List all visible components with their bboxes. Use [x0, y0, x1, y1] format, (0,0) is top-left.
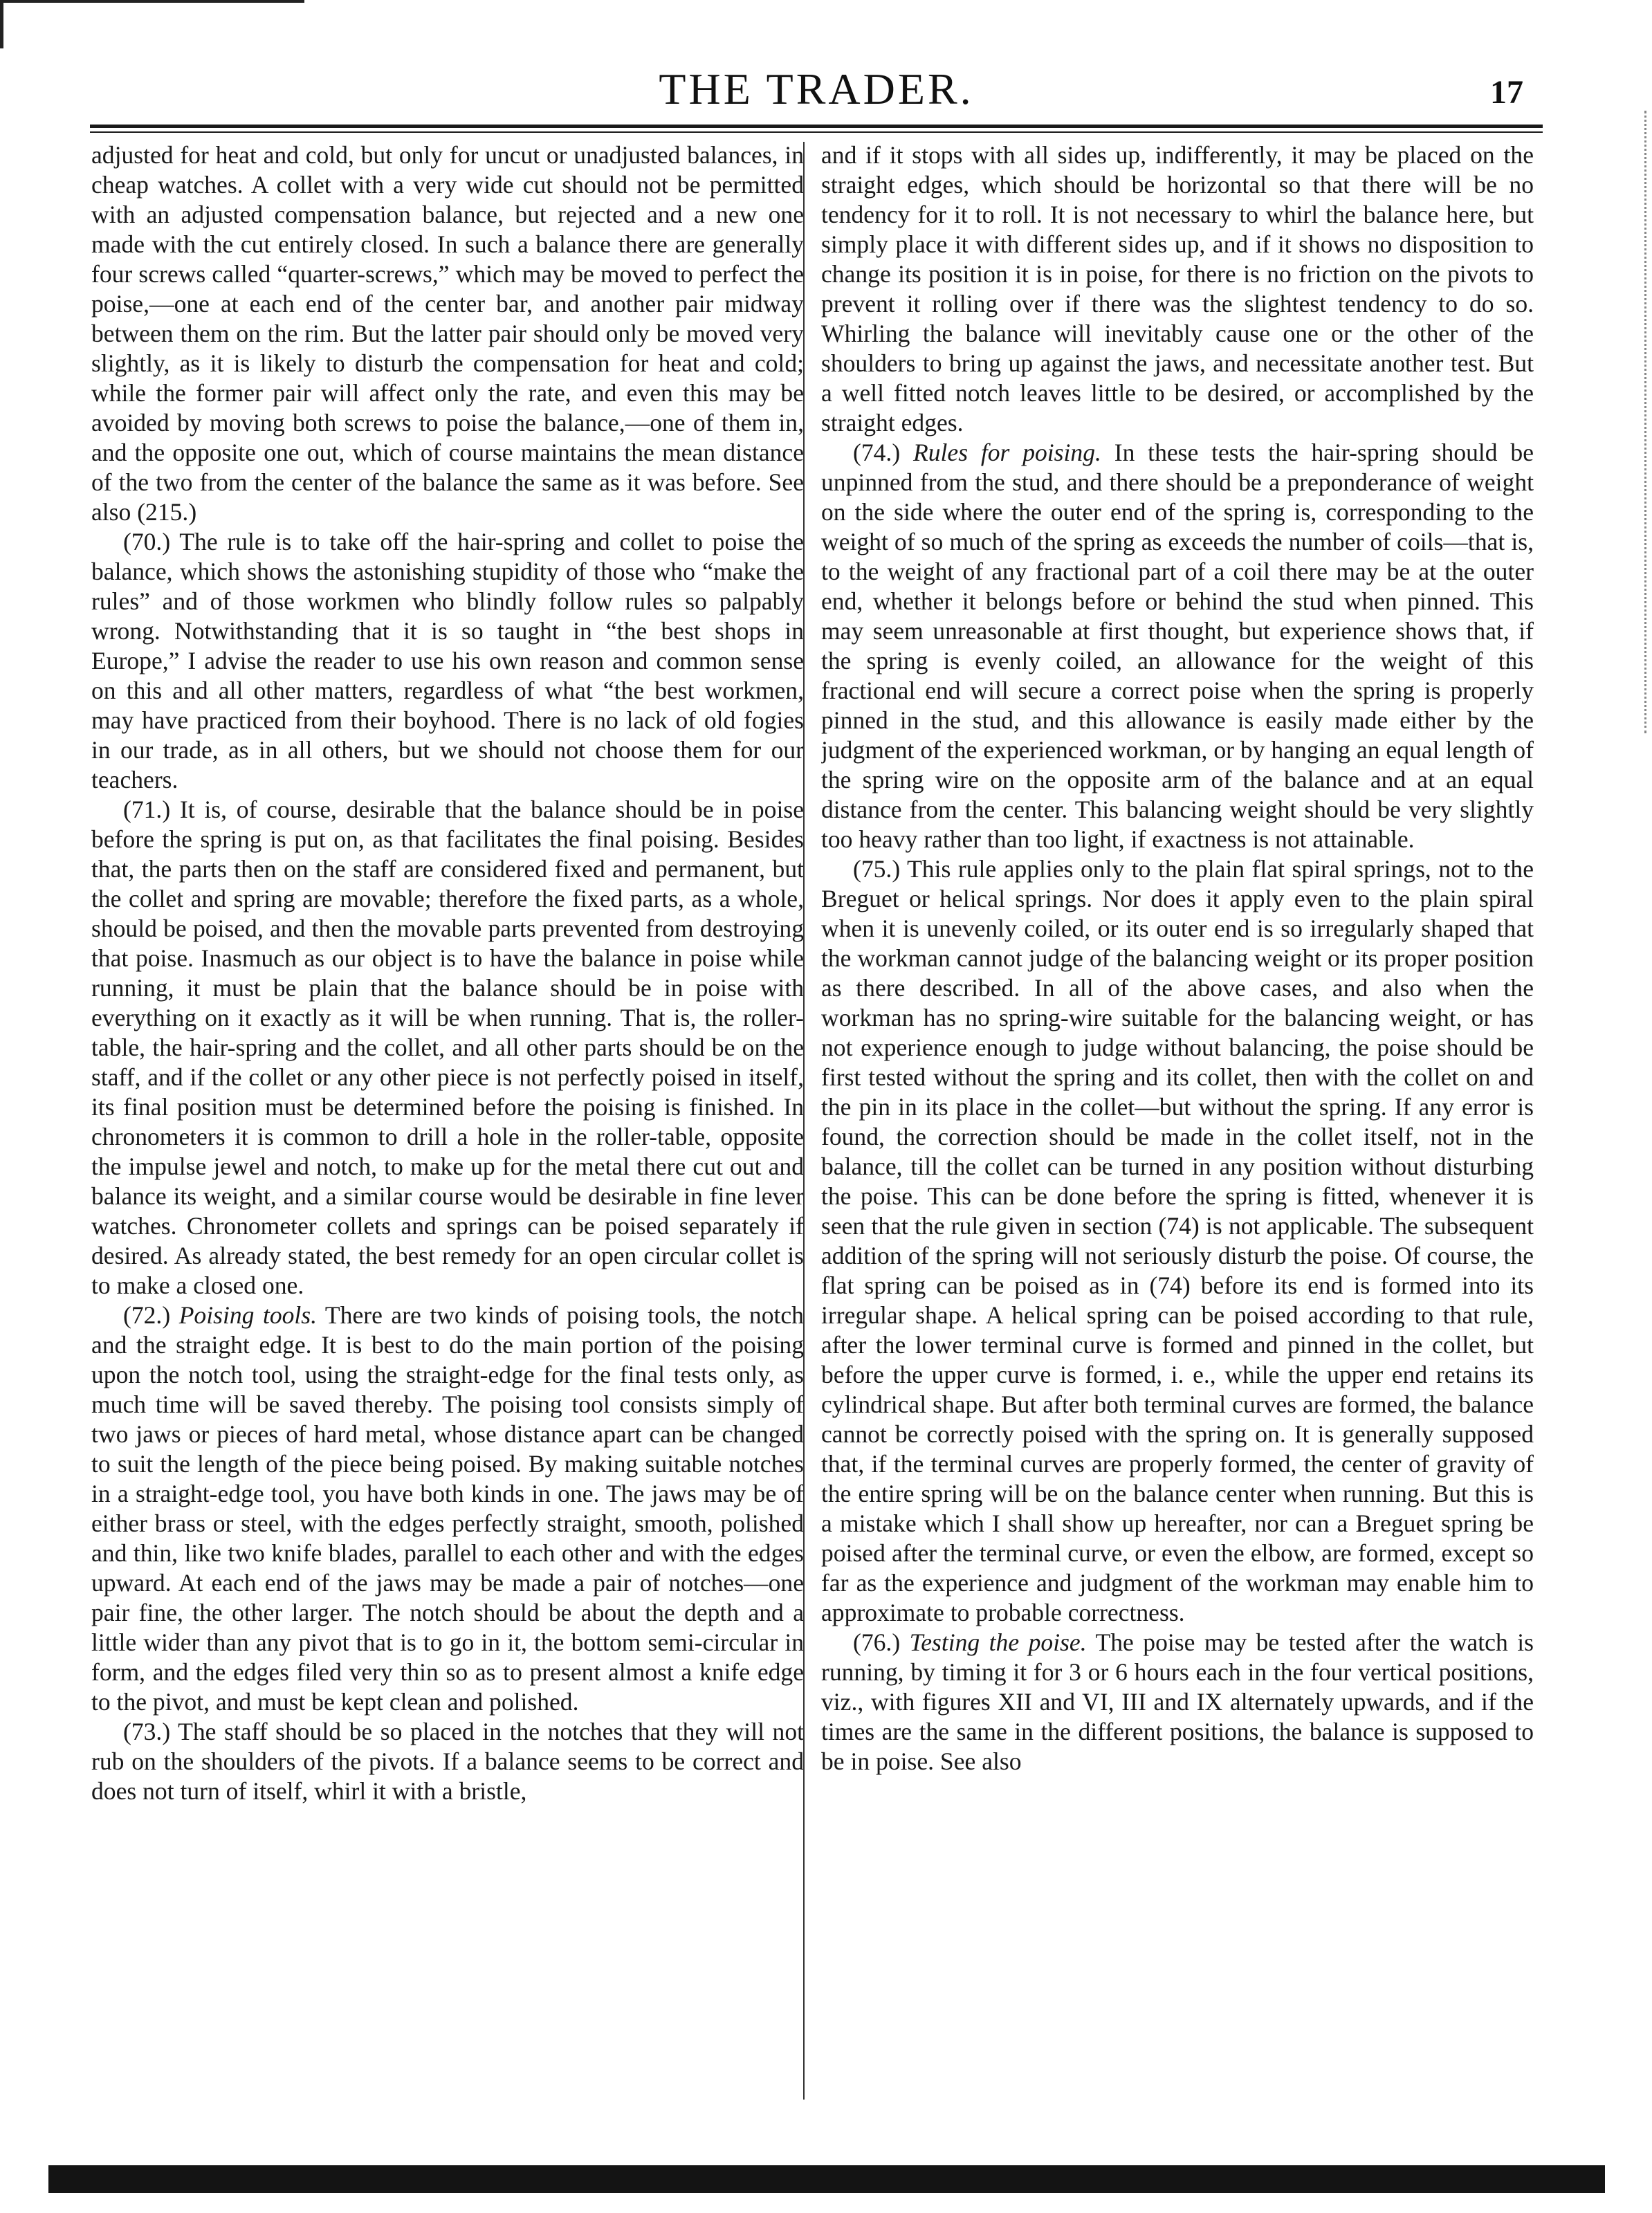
page-number: 17	[1490, 74, 1523, 111]
paragraph	[821, 438, 1534, 854]
section-number: (74.)	[853, 439, 901, 466]
section-heading: Testing the poise.	[909, 1628, 1087, 1656]
paragraph-text: adjusted for heat and cold, but only for uncut or unadjusted balances, in cheap watches. A collet with a very wide cut should not be permitted with an adjusted compensation balance, but rejected and a new one made with the cut entirely closed. In such a balance there are generally four screws called “quarter-screws,” which may be moved to perfect the poise,—one at each end of the center bar, and another pair midway between them on the rim. But the latter pair should only be moved very slightly, as it is likely to disturb the compensation for heat and cold; while the former pair will affect only the rate, and even this may be avoided by moving both screws to poise the balance,—one of them in, and the opposite one out, which of course maintains the mean distance of the two from the center of the balance the same as it was before. See also (215.)	[91, 141, 804, 526]
paragraph-text: In these tests the hair-spring should be unpinned from the stud, and there should be a preponderance of weight on the side where the outer end of the spring is, corresponding to the weight of so much of the spring as exceeds the number of coils—that is, to the weight of any fractional part of a coil there may be at the outer end, whether it belongs before or behind the stud when pinned. This may seem unreasonable at first thought, but experience shows that, if the spring is evenly coiled, an allowance for the weight of this fractional end will secure a correct poise when the spring is properly pinned in the stud, and this allowance is easily made either by the judgment of the experienced workman, or by hanging an equal length of the spring wire on the opposite arm of the balance and at an equal distance from the center. This balancing weight should be very slightly too heavy rather than too light, if exactness is not attainable.	[821, 439, 1534, 853]
section-heading: Poising tools.	[178, 1301, 318, 1329]
paragraph	[91, 527, 804, 795]
paragraph-text: This rule applies only to the plain flat spiral springs, not to the Breguet or helical springs. Nor does it apply even to the plain spiral when it is unevenly coiled, or its outer end is so irregularly shaped that the workman cannot judge of the balancing weight or its proper position as there described. In all of the above cases, and also when the workman has no spring-wire suitable for the balancing weight, or has not experience enough to judge without balancing, the poise should be first tested without the spring and its collet, then with the collet on and the pin in its place in the collet—but without the spring. If any error is found, the correction should be made in the collet itself, not in the balance, till the collet can be turned in any position without disturbing the poise. This can be done before the spring is fitted, whenever it is seen that the rule given in section (74) is not applicable. The subsequent addition of the spring will not seriously disturb the poise. Of course, the flat spring can be poised as in (74) before its end is formed into its irregular shape. A helical spring can be poised according to that rule, after the lower terminal curve is formed and pinned in the collet, but before the upper curve is formed, i. e., while the upper end retains its cylindrical shape. But after both terminal curves are formed, the balance cannot be correctly poised with the spring on. It is generally supposed that, if the terminal curves are properly formed, the center of gravity of the entire spring will be on the balance center when running. But this is a mistake which I shall show up hereafter, nor can a Breguet spring be poised after the terminal curve, or even the elbow, are formed, except so far as the experience and judgment of the workman may enable him to approximate to probable correctness.	[821, 855, 1534, 1626]
paragraph-text: The poise may be tested after the watch is running, by timing it for 3 or 6 hours each in the four vertical positions, viz., with figures XII and VI, III and IX alternately upwards, and if the times are the same in the different positions, the balance is supposed to be in poise. See also	[821, 1628, 1534, 1775]
paragraph	[91, 1717, 804, 1806]
masthead	[90, 57, 1543, 119]
section-number: (71.)	[123, 796, 171, 823]
page-title: THE TRADER.	[659, 64, 974, 113]
section-number: (70.)	[123, 528, 171, 555]
paragraph	[91, 1301, 804, 1717]
paragraph-text: It is, of course, desirable that the balance should be in poise before the spring is put on, as that facilitates the final poising. Besides that, the parts then on the staff are considered fixed and permanent, but the collet and spring are movable; therefore the fixed parts, as a whole, should be poised, and then the movable parts prevented from destroying that poise. Inasmuch as our object is to have the balance in poise while running, it must be plain that the balance should be in poise with everything on it exactly as it will be when running. That is, the roller-table, the hair-spring and the collet, and all other parts should be on the staff, and if the collet or any other piece is not perfectly poised in itself, its final position must be determined before the poising is finished. In chronometers it is common to drill a hole in the roller-table, opposite the impulse jewel and notch, to make up for the metal there cut out and balance its weight, and a similar course would be desirable in fine lever watches. Chronometer collets and springs can be poised separately if desired. As already stated, the best remedy for an open circular collet is to make a closed one.	[91, 796, 804, 1299]
paragraph-text: There are two kinds of poising tools, the notch and the straight edge. It is best to do the main portion of the poising upon the notch tool, using the straight-edge for the final tests only, as much time will be saved thereby. The poising tool consists simply of two jaws or pieces of hard metal, whose distance apart can be changed to suit the length of the piece being poised. By making suitable notches in a straight-edge tool, you have both kinds in one. The jaws may be of either brass or steel, with the edges perfectly straight, smooth, polished and thin, like two knife blades, parallel to each other and with the edges upward. At each end of the jaws may be made a pair of notches—one pair fine, the other larger. The notch should be about the depth and a little wider than any pivot that is to go in it, the bottom semi-circular in form, and the edges filed very thin so as to present almost a knife edge to the pivot, and must be kept clean and polished.	[91, 1301, 804, 1716]
section-heading: Rules for poising.	[913, 439, 1101, 466]
right-column	[821, 140, 1534, 2133]
paragraph-text: and if it stops with all sides up, indifferently, it may be placed on the straight edges, which should be horizontal so that there will be no tendency for it to roll. It is not necessary to whirl the balance here, but simply place it with different sides up, and if it shows no disposition to change its position it is in poise, for there is no friction on the pivots to prevent it rolling over if there was the slightest tendency to do so. Whirling the balance will inevitably cause one or the other of the shoulders to bring up against the jaws, and necessitate another test. But a well fitted notch leaves little to be desired, or accomplished by the straight edges.	[821, 141, 1534, 437]
section-number: (73.)	[123, 1718, 171, 1745]
left-column	[91, 140, 804, 2133]
paragraph	[821, 1628, 1534, 1776]
page-corner-mark	[0, 0, 304, 24]
section-number: (75.)	[853, 855, 901, 883]
section-number: (76.)	[853, 1628, 901, 1656]
column-divider	[803, 142, 805, 2100]
paragraph	[91, 795, 804, 1301]
section-number: (72.)	[123, 1301, 171, 1329]
paragraph-text: The staff should be so placed in the notches that they will not rub on the shoulders of the pivots. If a balance seems to be correct and does not turn of itself, whirl it with a bristle,	[91, 1718, 804, 1805]
paragraph	[91, 140, 804, 527]
paragraph	[821, 140, 1534, 438]
header-rule-thin	[90, 131, 1543, 133]
scan-bottom-bar	[48, 2165, 1605, 2193]
paragraph	[821, 854, 1534, 1628]
scan-edge-marks	[1640, 111, 1646, 733]
paragraph-text: The rule is to take off the hair-spring and collet to poise the balance, which shows the astonishing stupidity of those who “make the rules” and of those workmen who blindly follow rules so palpably wrong. Notwithstanding that it is so taught in “the best shops in Europe,” I advise the reader to use his own reason and common sense on this and all other matters, regardless of what “the best workmen, may have practiced from their boyhood. There is no lack of old fogies in our trade, as in all others, but we should not choose them for our teachers.	[91, 528, 804, 793]
header-rule	[90, 125, 1543, 128]
